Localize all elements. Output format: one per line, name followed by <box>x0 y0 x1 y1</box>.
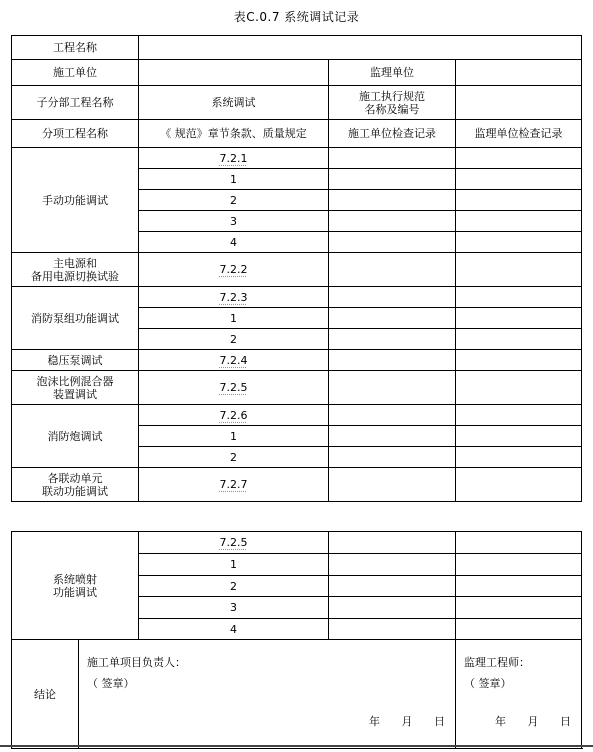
construction-date <box>355 715 447 728</box>
construction-check-cell[interactable] <box>329 532 456 554</box>
supervision-unit-value[interactable] <box>456 60 582 86</box>
supervision-seal-label: （ 签章） <box>464 677 512 690</box>
item-name-line: 功能调试 <box>53 585 97 599</box>
item-name-cell <box>12 350 139 371</box>
clause-cell <box>139 597 329 619</box>
clause-cell <box>139 350 329 371</box>
item-name-line: 泡沫比例混合器 <box>36 374 114 388</box>
clause-cell <box>139 211 329 232</box>
construction-check-cell[interactable] <box>329 169 456 190</box>
clause-label: 2 <box>230 579 237 593</box>
supervision-check-cell[interactable] <box>456 232 582 253</box>
clause-cell <box>139 447 329 468</box>
clause-label: 7.2.5 <box>219 381 248 394</box>
record-table <box>11 35 582 502</box>
conclusion-label: 结论 <box>12 640 79 749</box>
clause-label: 7.2.1 <box>219 151 248 165</box>
clause-cell <box>139 468 329 502</box>
date-day-label: 日 <box>434 715 447 728</box>
clause-label: 2 <box>230 332 237 346</box>
clause-label: 7.2.3 <box>219 290 248 304</box>
construction-check-cell[interactable] <box>329 371 456 405</box>
date-month-label: 月 <box>401 715 415 728</box>
supervision-check-cell[interactable] <box>456 253 582 287</box>
supervision-check-cell[interactable] <box>456 308 582 329</box>
construction-check-cell[interactable] <box>329 232 456 253</box>
supervision-check-cell[interactable] <box>456 576 582 597</box>
clause-cell <box>139 426 329 447</box>
supervision-check-cell[interactable] <box>456 190 582 211</box>
construction-check-cell[interactable] <box>329 576 456 597</box>
clause-label: 7.2.6 <box>219 408 248 422</box>
construction-check-cell[interactable] <box>329 619 456 640</box>
clause-label: 3 <box>230 214 237 228</box>
date-day-label: 日 <box>560 715 573 728</box>
column-header-supervision-check: 监理单位检查记录 <box>456 120 582 148</box>
record-table-continued <box>11 531 582 749</box>
supervision-check-cell[interactable] <box>456 597 582 619</box>
clause-cell <box>139 190 329 211</box>
clause-label: 1 <box>230 172 237 186</box>
supervision-check-cell[interactable] <box>456 350 582 371</box>
item-name-line: 备用电源切换试验 <box>31 269 119 283</box>
supervision-check-cell[interactable] <box>456 329 582 350</box>
item-name-cell <box>12 287 139 350</box>
construction-signer-label: 施工单项目负责人： <box>87 656 186 669</box>
supervision-signer-label: 监理工程师： <box>464 656 530 669</box>
supervision-check-cell[interactable] <box>456 148 582 169</box>
supervision-check-cell[interactable] <box>456 211 582 232</box>
clause-label: 7.2.2 <box>219 263 248 276</box>
column-header-construction-check: 施工单位检查记录 <box>329 120 456 148</box>
date-year-label: 年 <box>369 715 382 728</box>
supervision-signature-cell[interactable] <box>456 640 582 749</box>
clause-label: 1 <box>230 558 237 571</box>
item-name-line: 装置调试 <box>53 387 97 401</box>
item-name-line: 手动功能调试 <box>42 193 108 207</box>
construction-unit-value[interactable] <box>139 60 329 86</box>
clause-label: 1 <box>230 429 237 443</box>
construction-seal-label: （ 签章） <box>87 677 135 690</box>
construction-unit-label: 施工单位 <box>12 60 139 86</box>
clause-label: 2 <box>230 193 237 207</box>
supervision-check-cell[interactable] <box>456 371 582 405</box>
clause-label: 7.2.4 <box>219 353 248 367</box>
item-name-cell <box>12 405 139 468</box>
construction-signature-cell[interactable] <box>79 640 456 749</box>
supervision-check-cell[interactable] <box>456 619 582 640</box>
sub-project-value: 系统调试 <box>139 86 329 120</box>
clause-label: 2 <box>230 450 237 464</box>
item-name-cell <box>12 468 139 502</box>
construction-check-cell[interactable] <box>329 148 456 169</box>
clause-label: 7.2.7 <box>219 478 248 491</box>
construction-check-cell[interactable] <box>329 211 456 232</box>
clause-label: 7.2.5 <box>219 536 248 549</box>
supervision-check-cell[interactable] <box>456 554 582 576</box>
project-name-label: 工程名称 <box>12 36 139 60</box>
supervision-check-cell[interactable] <box>456 287 582 308</box>
item-name-line: 消防炮调试 <box>47 429 103 443</box>
clause-cell <box>139 576 329 597</box>
column-header-item: 分项工程名称 <box>12 120 139 148</box>
column-header-clause: 《 规范》章节条款、质量规定 <box>139 120 329 148</box>
construction-check-cell[interactable] <box>329 554 456 576</box>
construction-check-cell[interactable] <box>329 447 456 468</box>
spec-label-line1: 施工执行规范 <box>359 89 425 103</box>
page-title: 表C.0.7 系统调试记录 <box>233 10 360 24</box>
item-name-line: 各联动单元 <box>47 471 103 485</box>
supervision-check-cell[interactable] <box>456 532 582 554</box>
project-name-value[interactable] <box>139 36 582 60</box>
item-name-cell <box>12 532 139 640</box>
clause-cell <box>139 253 329 287</box>
supervision-check-cell[interactable] <box>456 468 582 502</box>
clause-cell <box>139 148 329 169</box>
construction-check-cell[interactable] <box>329 468 456 502</box>
clause-label: 3 <box>230 601 237 614</box>
spec-label-line2: 名称及编号 <box>364 102 420 116</box>
clause-label: 4 <box>230 622 237 636</box>
construction-check-cell[interactable] <box>329 190 456 211</box>
clause-cell <box>139 169 329 190</box>
construction-check-cell[interactable] <box>329 405 456 426</box>
date-month-label: 月 <box>527 715 541 728</box>
item-name-cell <box>12 253 139 287</box>
sub-project-label: 子分部工程名称 <box>12 86 139 120</box>
spec-label <box>329 86 456 120</box>
item-name-line: 系统喷射 <box>53 572 97 586</box>
clause-cell <box>139 287 329 308</box>
clause-cell <box>139 371 329 405</box>
supervision-check-cell[interactable] <box>456 405 582 426</box>
item-name-line: 主电源和 <box>53 256 97 270</box>
construction-check-cell[interactable] <box>329 426 456 447</box>
supervision-check-cell[interactable] <box>456 447 582 468</box>
construction-check-cell[interactable] <box>329 350 456 371</box>
construction-check-cell[interactable] <box>329 329 456 350</box>
clause-cell <box>139 308 329 329</box>
construction-check-cell[interactable] <box>329 597 456 619</box>
item-name-line: 稳压泵调试 <box>47 353 103 367</box>
clause-label: 1 <box>230 311 237 325</box>
construction-check-cell[interactable] <box>329 308 456 329</box>
clause-cell <box>139 532 329 554</box>
clause-label: 4 <box>230 235 237 249</box>
item-name-line: 消防泵组功能调试 <box>31 311 119 325</box>
item-name-cell <box>12 371 139 405</box>
page-divider <box>0 745 593 747</box>
clause-cell <box>139 232 329 253</box>
clause-cell <box>139 329 329 350</box>
supervision-check-cell[interactable] <box>456 426 582 447</box>
clause-cell <box>139 405 329 426</box>
date-year-label: 年 <box>495 715 508 728</box>
construction-check-cell[interactable] <box>329 287 456 308</box>
item-name-cell <box>12 148 139 253</box>
clause-cell <box>139 554 329 576</box>
supervision-check-cell[interactable] <box>456 169 582 190</box>
item-name-line: 联动功能调试 <box>42 484 108 498</box>
construction-check-cell[interactable] <box>329 253 456 287</box>
spec-value[interactable] <box>456 86 582 120</box>
supervision-date <box>481 715 573 728</box>
clause-cell <box>139 619 329 640</box>
supervision-unit-label: 监理单位 <box>329 60 456 86</box>
